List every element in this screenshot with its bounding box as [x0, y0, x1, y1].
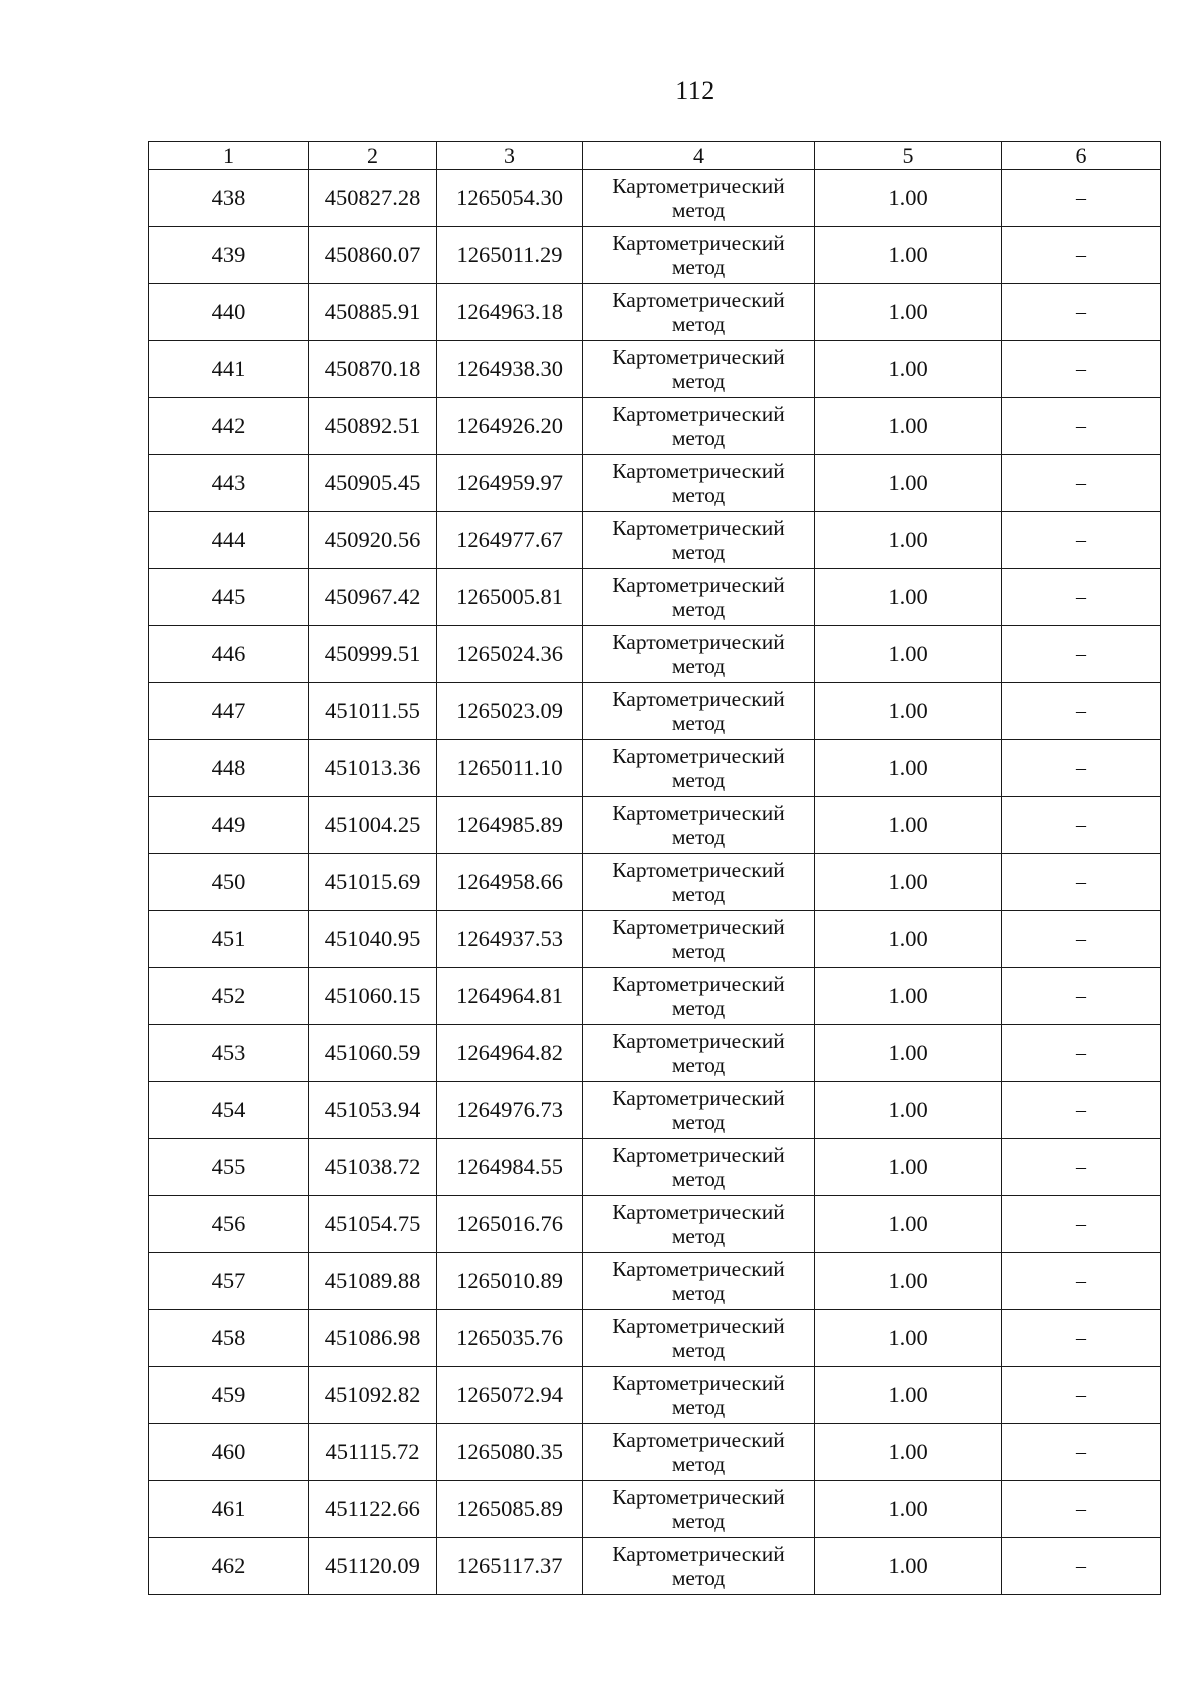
point-number-cell: 451 [149, 911, 309, 968]
table-row [149, 683, 1161, 740]
table-row [149, 797, 1161, 854]
method-cell: Картометрический метод [583, 1253, 815, 1310]
method-cell: Картометрический метод [583, 626, 815, 683]
point-number-cell: 440 [149, 284, 309, 341]
precision-cell: 1.00 [815, 398, 1002, 455]
precision-cell: 1.00 [815, 683, 1002, 740]
table-row [149, 227, 1161, 284]
note-cell: – [1002, 1196, 1161, 1253]
header-row [149, 142, 1161, 170]
method-cell: Картометрический метод [583, 1367, 815, 1424]
precision-cell: 1.00 [815, 1538, 1002, 1595]
y-coordinate-cell: 1264985.89 [437, 797, 583, 854]
table-row [149, 911, 1161, 968]
y-coordinate-cell: 1265005.81 [437, 569, 583, 626]
point-number-cell: 446 [149, 626, 309, 683]
precision-cell: 1.00 [815, 797, 1002, 854]
x-coordinate-cell: 451053.94 [309, 1082, 437, 1139]
precision-cell: 1.00 [815, 1424, 1002, 1481]
point-number-cell: 438 [149, 170, 309, 227]
y-coordinate-cell: 1265117.37 [437, 1538, 583, 1595]
table-row [149, 1310, 1161, 1367]
x-coordinate-cell: 451054.75 [309, 1196, 437, 1253]
note-cell: – [1002, 227, 1161, 284]
method-cell: Картометрический метод [583, 1481, 815, 1538]
precision-cell: 1.00 [815, 341, 1002, 398]
y-coordinate-cell: 1264963.18 [437, 284, 583, 341]
x-coordinate-cell: 450885.91 [309, 284, 437, 341]
y-coordinate-cell: 1264984.55 [437, 1139, 583, 1196]
y-coordinate-cell: 1265016.76 [437, 1196, 583, 1253]
table-row [149, 341, 1161, 398]
x-coordinate-cell: 450870.18 [309, 341, 437, 398]
method-cell: Картометрический метод [583, 569, 815, 626]
precision-cell: 1.00 [815, 1310, 1002, 1367]
note-cell: – [1002, 968, 1161, 1025]
precision-cell: 1.00 [815, 626, 1002, 683]
x-coordinate-cell: 450827.28 [309, 170, 437, 227]
table-row [149, 512, 1161, 569]
y-coordinate-cell: 1265085.89 [437, 1481, 583, 1538]
table-row [149, 1196, 1161, 1253]
note-cell: – [1002, 455, 1161, 512]
y-coordinate-cell: 1265072.94 [437, 1367, 583, 1424]
table-row [149, 1253, 1161, 1310]
precision-cell: 1.00 [815, 740, 1002, 797]
table-row [149, 740, 1161, 797]
note-cell: – [1002, 626, 1161, 683]
note-cell: – [1002, 854, 1161, 911]
y-coordinate-cell: 1265054.30 [437, 170, 583, 227]
point-number-cell: 441 [149, 341, 309, 398]
note-cell: – [1002, 1481, 1161, 1538]
x-coordinate-cell: 451086.98 [309, 1310, 437, 1367]
note-cell: – [1002, 1082, 1161, 1139]
method-cell: Картометрический метод [583, 1025, 815, 1082]
note-cell: – [1002, 1367, 1161, 1424]
precision-cell: 1.00 [815, 854, 1002, 911]
table-row [149, 1025, 1161, 1082]
precision-cell: 1.00 [815, 1196, 1002, 1253]
x-coordinate-cell: 450920.56 [309, 512, 437, 569]
table-row [149, 626, 1161, 683]
x-coordinate-cell: 450860.07 [309, 227, 437, 284]
y-coordinate-cell: 1264938.30 [437, 341, 583, 398]
note-cell: – [1002, 284, 1161, 341]
y-coordinate-cell: 1264964.82 [437, 1025, 583, 1082]
header-cell-6: 6 [1002, 142, 1161, 170]
y-coordinate-cell: 1265024.36 [437, 626, 583, 683]
precision-cell: 1.00 [815, 1139, 1002, 1196]
point-number-cell: 453 [149, 1025, 309, 1082]
method-cell: Картометрический метод [583, 341, 815, 398]
method-cell: Картометрический метод [583, 740, 815, 797]
x-coordinate-cell: 451015.69 [309, 854, 437, 911]
note-cell: – [1002, 740, 1161, 797]
header-cell-3: 3 [437, 142, 583, 170]
x-coordinate-cell: 451115.72 [309, 1424, 437, 1481]
point-number-cell: 449 [149, 797, 309, 854]
note-cell: – [1002, 1139, 1161, 1196]
precision-cell: 1.00 [815, 1025, 1002, 1082]
method-cell: Картометрический метод [583, 1196, 815, 1253]
precision-cell: 1.00 [815, 911, 1002, 968]
table-row [149, 1367, 1161, 1424]
note-cell: – [1002, 683, 1161, 740]
y-coordinate-cell: 1264959.97 [437, 455, 583, 512]
header-cell-4: 4 [583, 142, 815, 170]
precision-cell: 1.00 [815, 1367, 1002, 1424]
x-coordinate-cell: 451040.95 [309, 911, 437, 968]
precision-cell: 1.00 [815, 170, 1002, 227]
method-cell: Картометрический метод [583, 683, 815, 740]
point-number-cell: 439 [149, 227, 309, 284]
note-cell: – [1002, 398, 1161, 455]
point-number-cell: 456 [149, 1196, 309, 1253]
y-coordinate-cell: 1265080.35 [437, 1424, 583, 1481]
table-row [149, 569, 1161, 626]
table-row [149, 968, 1161, 1025]
y-coordinate-cell: 1264937.53 [437, 911, 583, 968]
method-cell: Картометрический метод [583, 227, 815, 284]
x-coordinate-cell: 451060.15 [309, 968, 437, 1025]
method-cell: Картометрический метод [583, 455, 815, 512]
precision-cell: 1.00 [815, 1481, 1002, 1538]
note-cell: – [1002, 1253, 1161, 1310]
y-coordinate-cell: 1265010.89 [437, 1253, 583, 1310]
note-cell: – [1002, 1538, 1161, 1595]
table-row [149, 284, 1161, 341]
point-number-cell: 444 [149, 512, 309, 569]
y-coordinate-cell: 1264977.67 [437, 512, 583, 569]
x-coordinate-cell: 451004.25 [309, 797, 437, 854]
table-row [149, 1139, 1161, 1196]
method-cell: Картометрический метод [583, 1424, 815, 1481]
coordinates-table [148, 141, 1161, 1595]
note-cell: – [1002, 911, 1161, 968]
header-cell-1: 1 [149, 142, 309, 170]
table-row [149, 1082, 1161, 1139]
point-number-cell: 445 [149, 569, 309, 626]
precision-cell: 1.00 [815, 455, 1002, 512]
method-cell: Картометрический метод [583, 797, 815, 854]
precision-cell: 1.00 [815, 227, 1002, 284]
point-number-cell: 455 [149, 1139, 309, 1196]
precision-cell: 1.00 [815, 284, 1002, 341]
y-coordinate-cell: 1264976.73 [437, 1082, 583, 1139]
method-cell: Картометрический метод [583, 512, 815, 569]
point-number-cell: 442 [149, 398, 309, 455]
x-coordinate-cell: 451038.72 [309, 1139, 437, 1196]
header-cell-5: 5 [815, 142, 1002, 170]
point-number-cell: 448 [149, 740, 309, 797]
x-coordinate-cell: 451089.88 [309, 1253, 437, 1310]
method-cell: Картометрический метод [583, 284, 815, 341]
precision-cell: 1.00 [815, 1253, 1002, 1310]
point-number-cell: 452 [149, 968, 309, 1025]
y-coordinate-cell: 1265023.09 [437, 683, 583, 740]
x-coordinate-cell: 451011.55 [309, 683, 437, 740]
table-row [149, 455, 1161, 512]
note-cell: – [1002, 170, 1161, 227]
point-number-cell: 450 [149, 854, 309, 911]
x-coordinate-cell: 451122.66 [309, 1481, 437, 1538]
y-coordinate-cell: 1264926.20 [437, 398, 583, 455]
y-coordinate-cell: 1265011.10 [437, 740, 583, 797]
note-cell: – [1002, 569, 1161, 626]
precision-cell: 1.00 [815, 1082, 1002, 1139]
table-row [149, 1481, 1161, 1538]
note-cell: – [1002, 1025, 1161, 1082]
x-coordinate-cell: 450999.51 [309, 626, 437, 683]
x-coordinate-cell: 451092.82 [309, 1367, 437, 1424]
x-coordinate-cell: 450967.42 [309, 569, 437, 626]
method-cell: Картометрический метод [583, 170, 815, 227]
y-coordinate-cell: 1265035.76 [437, 1310, 583, 1367]
table-row [149, 1538, 1161, 1595]
point-number-cell: 462 [149, 1538, 309, 1595]
y-coordinate-cell: 1265011.29 [437, 227, 583, 284]
note-cell: – [1002, 341, 1161, 398]
y-coordinate-cell: 1264964.81 [437, 968, 583, 1025]
note-cell: – [1002, 797, 1161, 854]
header-cell-2: 2 [309, 142, 437, 170]
method-cell: Картометрический метод [583, 398, 815, 455]
method-cell: Картометрический метод [583, 1082, 815, 1139]
x-coordinate-cell: 450905.45 [309, 455, 437, 512]
x-coordinate-cell: 450892.51 [309, 398, 437, 455]
point-number-cell: 460 [149, 1424, 309, 1481]
y-coordinate-cell: 1264958.66 [437, 854, 583, 911]
note-cell: – [1002, 1424, 1161, 1481]
table-body [149, 170, 1161, 1595]
method-cell: Картометрический метод [583, 1538, 815, 1595]
note-cell: – [1002, 1310, 1161, 1367]
x-coordinate-cell: 451120.09 [309, 1538, 437, 1595]
note-cell: – [1002, 512, 1161, 569]
x-coordinate-cell: 451013.36 [309, 740, 437, 797]
table-row [149, 1424, 1161, 1481]
precision-cell: 1.00 [815, 512, 1002, 569]
precision-cell: 1.00 [815, 968, 1002, 1025]
method-cell: Картометрический метод [583, 968, 815, 1025]
precision-cell: 1.00 [815, 569, 1002, 626]
method-cell: Картометрический метод [583, 854, 815, 911]
method-cell: Картометрический метод [583, 911, 815, 968]
point-number-cell: 443 [149, 455, 309, 512]
point-number-cell: 457 [149, 1253, 309, 1310]
point-number-cell: 447 [149, 683, 309, 740]
method-cell: Картометрический метод [583, 1139, 815, 1196]
table-row [149, 170, 1161, 227]
method-cell: Картометрический метод [583, 1310, 815, 1367]
point-number-cell: 458 [149, 1310, 309, 1367]
point-number-cell: 454 [149, 1082, 309, 1139]
coordinates-table-wrapper [148, 141, 1160, 1603]
point-number-cell: 461 [149, 1481, 309, 1538]
table-row [149, 398, 1161, 455]
point-number-cell: 459 [149, 1367, 309, 1424]
x-coordinate-cell: 451060.59 [309, 1025, 437, 1082]
table-row [149, 854, 1161, 911]
page-number: 112 [675, 76, 715, 105]
